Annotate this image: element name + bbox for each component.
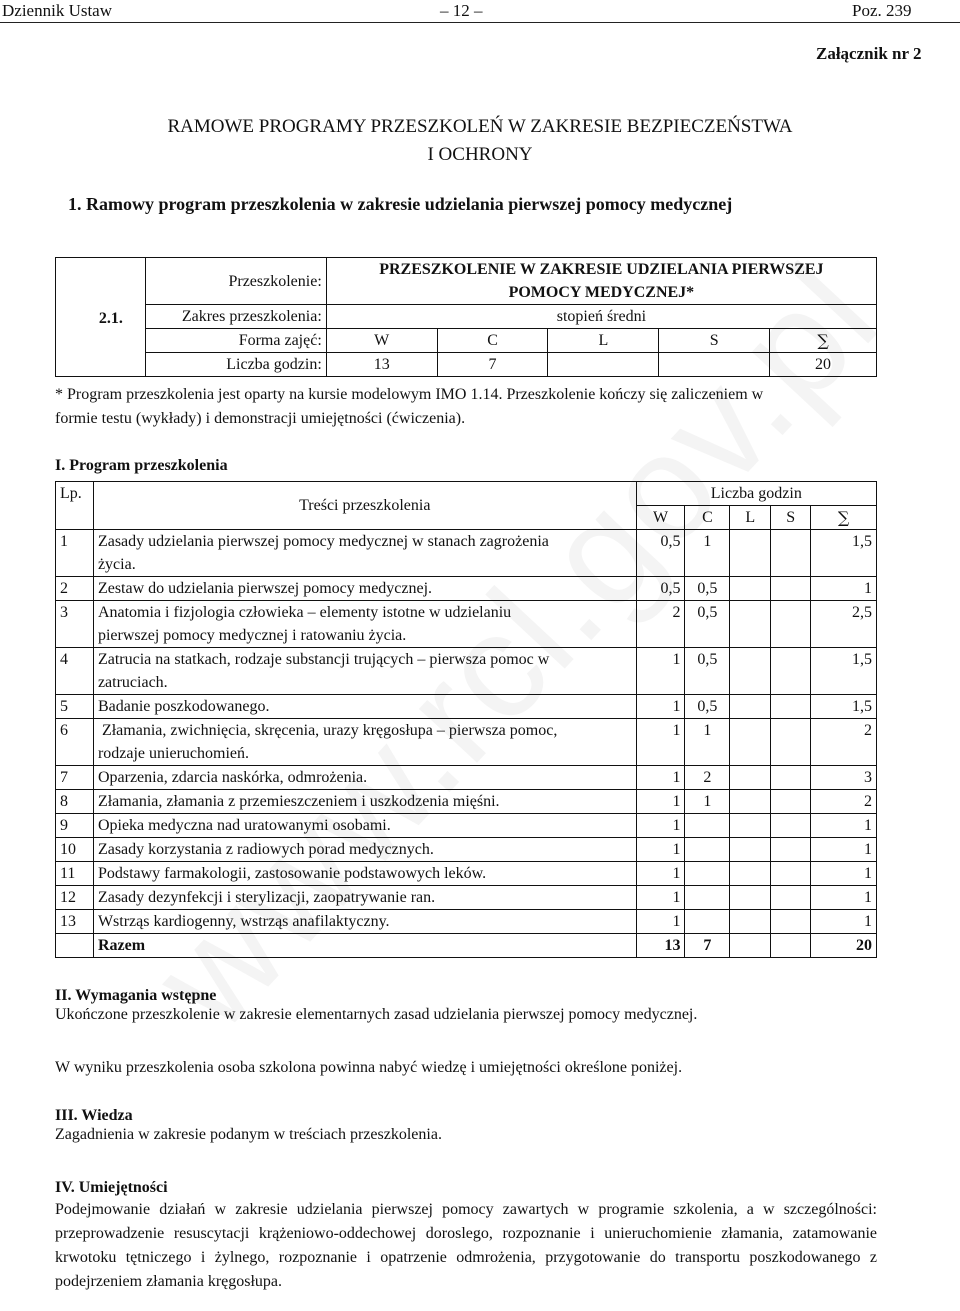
row-content-line1: Badanie poszkodowanego. (97, 698, 270, 715)
row-hours-c: 1 (685, 530, 730, 577)
row-hours-sum: 3 (811, 766, 877, 790)
section-3-text: Zagadnienia w zakresie podanym w treściach przeszkolenia. (55, 1126, 442, 1143)
sub-col-sum: ∑ (811, 506, 877, 530)
row-hours-w: 1 (636, 766, 685, 790)
position-number: Poz. 239 (852, 1, 912, 20)
row-hours-s (771, 790, 811, 814)
section-2-heading: II. Wymagania wstępne (55, 987, 217, 1004)
total-l (730, 934, 771, 958)
row-lp: 7 (56, 766, 94, 790)
footnote-line2: formie testu (wykłady) i demonstracji umiejętności (ćwiczenia). (55, 410, 466, 427)
row-hours-l (730, 601, 771, 648)
form-col-sum: ∑ (770, 329, 877, 353)
section-1-heading: 1. Ramowy program przeszkolenia w zakresie udzielania pierwszej pomocy medycznej (68, 194, 733, 214)
row-hours-sum: 2 (811, 790, 877, 814)
table-row (56, 719, 877, 766)
row-content-line1: Zasady udzielania pierwszej pomocy medycznej w stanach zagrożenia (97, 533, 549, 550)
row-content (93, 790, 636, 814)
row-hours-w: 1 (636, 648, 685, 695)
total-sum: 20 (811, 934, 877, 958)
table-row (56, 910, 877, 934)
row-content (93, 577, 636, 601)
row-lp: 10 (56, 838, 94, 862)
row-hours-w: 1 (636, 862, 685, 886)
row-hours-w: 1 (636, 838, 685, 862)
form-col-l: L (548, 329, 659, 353)
row-hours-c: 1 (685, 719, 730, 766)
form-col-c: C (437, 329, 548, 353)
row-hours-w: 1 (636, 695, 685, 719)
row-content-line1: Podstawy farmakologii, zastosowanie podstawowych leków. (97, 865, 487, 882)
row-content (93, 766, 636, 790)
table-row (56, 530, 877, 577)
row-lp: 13 (56, 910, 94, 934)
row-hours-s (771, 601, 811, 648)
training-info-table (55, 257, 877, 377)
row-hours-l (730, 910, 771, 934)
row-hours-s (771, 886, 811, 910)
sub-col-s: S (771, 506, 811, 530)
training-name-line2: POMOCY MEDYCZNEJ* (508, 284, 695, 301)
scope-label: Zakres przeszkolenia: (145, 305, 326, 329)
document-title-line1: RAMOWE PROGRAMY PRZESZKOLEŃ W ZAKRESIE BEZPIECZEŃSTWA (167, 116, 793, 137)
row-hours-l (730, 838, 771, 862)
row-lp: 4 (56, 648, 94, 695)
header-rule (0, 22, 960, 23)
sub-col-c: C (685, 506, 730, 530)
hours-s (659, 353, 770, 377)
row-content (93, 838, 636, 862)
row-hours-w: 0,5 (636, 530, 685, 577)
form-col-w: W (326, 329, 437, 353)
row-hours-s (771, 577, 811, 601)
row-hours-w: 1 (636, 719, 685, 766)
row-hours-l (730, 648, 771, 695)
row-content-line1: Oparzenia, zdarcia naskórka, odmrożenia. (97, 769, 368, 786)
journal-name: Dziennik Ustaw (2, 1, 113, 20)
row-hours-sum: 1 (811, 862, 877, 886)
row-content-line2: pierwszej pomocy medycznej i ratowaniu życia. (97, 627, 407, 644)
total-c: 7 (685, 934, 730, 958)
total-lp (56, 934, 94, 958)
section-2-text: Ukończone przeszkolenie w zakresie elementarnych zasad udzielania pierwszej pomocy medycznej. (55, 1006, 698, 1023)
row-hours-w: 0,5 (636, 577, 685, 601)
sub-col-l: L (730, 506, 771, 530)
row-hours-l (730, 790, 771, 814)
row-hours-s (771, 766, 811, 790)
row-hours-sum: 1 (811, 886, 877, 910)
table-row (56, 814, 877, 838)
table-row (56, 577, 877, 601)
row-hours-c (685, 886, 730, 910)
form-col-s: S (659, 329, 770, 353)
hours-label: Liczba godzin: (145, 353, 326, 377)
row-hours-s (771, 648, 811, 695)
row-lp: 5 (56, 695, 94, 719)
row-hours-s (771, 695, 811, 719)
row-hours-c: 0,5 (685, 648, 730, 695)
row-hours-sum: 1,5 (811, 695, 877, 719)
program-table (55, 481, 877, 958)
section-3 (55, 1107, 877, 1144)
row-content-line1: Zasady dezynfekcji i sterylizacji, zaopatrywanie ran. (97, 889, 436, 906)
row-content-line1: Zatrucia na statkach, rodzaje substancji trujących – pierwsza pomoc w (97, 651, 550, 668)
row-hours-w: 1 (636, 886, 685, 910)
table-row (56, 838, 877, 862)
row-content-line1: Zestaw do udzielania pierwszej pomocy medycznej. (97, 580, 433, 597)
col-content-header: Treści przeszkolenia (93, 482, 636, 530)
row-hours-s (771, 862, 811, 886)
row-content-line1: Złamania, zwichnięcia, skręcenia, urazy kręgosłupa – pierwsza pomoc, (97, 722, 558, 739)
row-hours-l (730, 577, 771, 601)
row-hours-sum: 1 (811, 838, 877, 862)
row-content (93, 530, 636, 577)
row-lp: 6 (56, 719, 94, 766)
footnote-line1: * Program przeszkolenia jest oparty na kursie modelowym IMO 1.14. Przeszkolenie kończy się zaliczeniem w (55, 386, 764, 403)
hours-sum: 20 (770, 353, 877, 377)
training-number: 2.1. (56, 258, 146, 377)
table-row (56, 886, 877, 910)
row-content (93, 886, 636, 910)
row-content-line1: Zasady korzystania z radiowych porad medycznych. (97, 841, 434, 858)
table-row (56, 648, 877, 695)
row-hours-w: 1 (636, 790, 685, 814)
scope-value: stopień średni (326, 305, 876, 329)
row-content (93, 910, 636, 934)
annex-label: Załącznik nr 2 (816, 44, 922, 63)
row-hours-l (730, 886, 771, 910)
row-lp: 1 (56, 530, 94, 577)
row-content-line1: Anatomia i fizjologia człowieka – elementy istotne w udzielaniu (97, 604, 512, 621)
row-lp: 11 (56, 862, 94, 886)
total-w: 13 (636, 934, 685, 958)
row-content-line2: rodzaje unieruchomień. (97, 745, 249, 762)
table-row (56, 695, 877, 719)
row-content-line1: Wstrząs kardiogenny, wstrząs anafilaktyczny. (97, 913, 390, 930)
row-content (93, 648, 636, 695)
row-lp: 2 (56, 577, 94, 601)
row-hours-l (730, 766, 771, 790)
row-hours-l (730, 814, 771, 838)
row-content-line1: Złamania, złamania z przemieszczeniem i uszkodzenia mięśni. (97, 793, 500, 810)
section-4-heading: IV. Umiejętności (55, 1179, 168, 1196)
row-hours-l (730, 530, 771, 577)
col-hours-header: Liczba godzin (636, 482, 876, 506)
row-hours-sum: 2 (811, 719, 877, 766)
hours-l (548, 353, 659, 377)
document-title-line2: I OCHRONY (427, 144, 533, 165)
training-name (326, 258, 876, 305)
row-hours-l (730, 862, 771, 886)
hours-c: 7 (437, 353, 548, 377)
col-lp-header: Lp. (56, 482, 94, 530)
row-content (93, 601, 636, 648)
row-hours-s (771, 814, 811, 838)
row-content (93, 814, 636, 838)
sub-col-w: W (636, 506, 685, 530)
row-lp: 8 (56, 790, 94, 814)
section-2 (55, 987, 877, 1024)
row-hours-s (771, 719, 811, 766)
row-hours-c (685, 814, 730, 838)
row-hours-c: 2 (685, 766, 730, 790)
row-hours-s (771, 530, 811, 577)
section-3-heading: III. Wiedza (55, 1107, 133, 1124)
row-hours-c: 0,5 (685, 695, 730, 719)
row-lp: 3 (56, 601, 94, 648)
training-label: Przeszkolenie: (145, 258, 326, 305)
form-label: Forma zajęć: (145, 329, 326, 353)
row-hours-s (771, 910, 811, 934)
row-content (93, 695, 636, 719)
row-hours-s (771, 838, 811, 862)
row-hours-sum: 1 (811, 910, 877, 934)
row-hours-c (685, 910, 730, 934)
table-row (56, 790, 877, 814)
row-lp: 12 (56, 886, 94, 910)
row-hours-sum: 1,5 (811, 530, 877, 577)
total-label: Razem (93, 934, 636, 958)
row-lp: 9 (56, 814, 94, 838)
hours-w: 13 (326, 353, 437, 377)
row-hours-sum: 1 (811, 814, 877, 838)
row-hours-c: 0,5 (685, 577, 730, 601)
page-number: – 12 – (440, 1, 483, 20)
table-row (56, 766, 877, 790)
row-content-line2: zatruciach. (97, 674, 168, 691)
program-heading: I. Program przeszkolenia (55, 457, 228, 474)
row-hours-c: 0,5 (685, 601, 730, 648)
row-hours-w: 1 (636, 814, 685, 838)
total-s (771, 934, 811, 958)
section-4-text: Podejmowanie działań w zakresie udzielania pierwszej pomocy zawartych w programie szkolenia, a w szczególności: przeprowadzenie resuscytacji krążeniowo-oddechowej doroslego, rozpoznanie i unieruchomienie złamania, zatamowanie krwotoku tętniczego i żylnego, rozpoznanie i opatrzenie odmrożenia, przygotowanie do transportu poszkodowanego z podejrzeniem złamania kręgosłupa. (55, 1201, 877, 1290)
row-hours-w: 1 (636, 910, 685, 934)
row-hours-c: 1 (685, 790, 730, 814)
row-hours-l (730, 695, 771, 719)
section-4 (55, 1179, 877, 1294)
row-hours-c (685, 838, 730, 862)
row-content-line1: Opieka medyczna nad uratowanymi osobami. (97, 817, 391, 834)
row-hours-w: 2 (636, 601, 685, 648)
training-name-line1: PRZESZKOLENIE W ZAKRESIE UDZIELANIA PIERWSZEJ (379, 261, 824, 278)
row-content (93, 719, 636, 766)
row-hours-sum: 1 (811, 577, 877, 601)
row-hours-sum: 1,5 (811, 648, 877, 695)
row-content-line2: życia. (97, 556, 136, 573)
row-hours-c (685, 862, 730, 886)
row-hours-l (730, 719, 771, 766)
table-row (56, 862, 877, 886)
table-row (56, 601, 877, 648)
row-hours-sum: 2,5 (811, 601, 877, 648)
row-content (93, 862, 636, 886)
outcome-text: W wyniku przeszkolenia osoba szkolona powinna nabyć wiedzę i umiejętności określone poniżej. (55, 1059, 683, 1076)
